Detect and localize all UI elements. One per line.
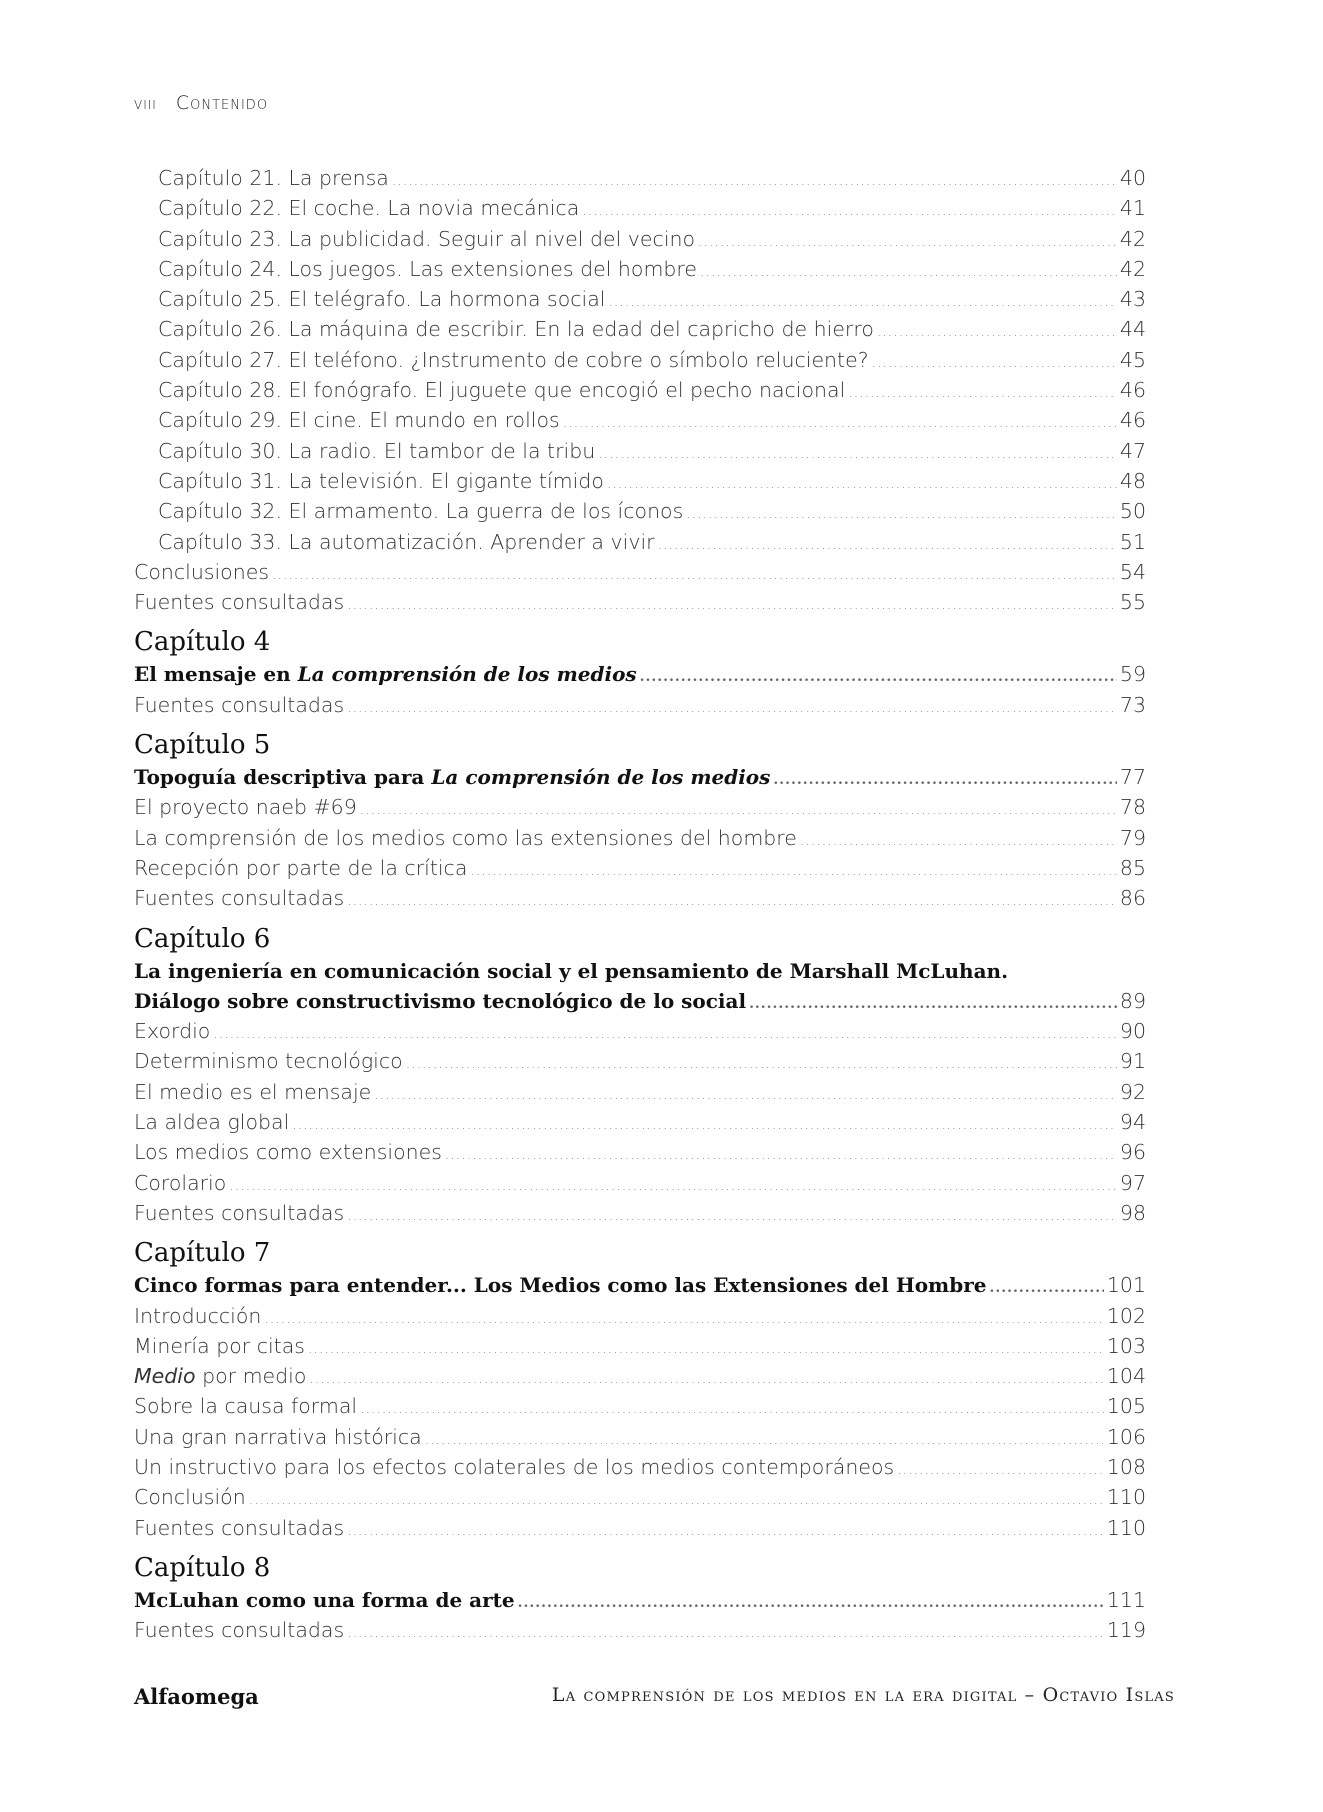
entry-page: 108 [1106,1454,1146,1479]
entry-page: 103 [1106,1333,1146,1358]
dot-leader [292,1110,1117,1140]
dot-leader [518,1588,1104,1618]
toc-entry [134,314,1146,344]
page-number: viii [134,94,157,114]
toc-entry [134,659,1146,689]
entry-page: 94 [1119,1110,1146,1135]
section-title: Contenido [175,92,269,114]
entry-title: Conclusiones [134,559,270,584]
entry-page: 104 [1106,1364,1146,1389]
entry-page: 43 [1119,287,1146,312]
entry-page: 85 [1119,855,1146,880]
entry-page: 97 [1119,1170,1146,1195]
toc-entry [134,1046,1146,1076]
chapter-heading: Capítulo 4 [134,627,271,658]
table-of-contents [134,163,1146,1645]
toc-entry [134,1107,1146,1137]
entry-title: Capítulo 26. La máquina de escribir. En la edad del capricho de hierro [158,317,874,342]
entry-title: McLuhan como una forma de arte [134,1587,515,1612]
entry-page: 45 [1119,347,1146,372]
entry-title: Recepción por parte de la crítica [134,855,468,880]
dot-leader [347,1516,1104,1546]
toc-entry [134,224,1146,254]
entry-page: 59 [1119,662,1146,687]
toc-entry [134,1198,1146,1228]
toc-entry [134,587,1146,617]
toc-entry [134,1301,1146,1331]
entry-title: El proyecto naeb #69 [134,795,357,820]
dot-leader [264,1304,1103,1334]
dot-leader [598,439,1117,469]
toc-entry [134,375,1146,405]
chapter-heading: Capítulo 7 [134,1238,271,1269]
entry-page: 86 [1119,886,1146,911]
toc-entry [134,853,1146,883]
entry-title: Corolario [134,1170,227,1195]
entry-page: 50 [1119,499,1146,524]
toc-entry [134,557,1146,587]
entry-page: 48 [1119,468,1146,493]
entry-page: 46 [1119,378,1146,403]
dot-leader [877,317,1117,347]
entry-title: El medio es el mensaje [134,1079,372,1104]
entry-title: Topoguía descriptiva para La comprensión de los medios [134,765,771,790]
entry-title: Capítulo 27. El teléfono. ¿Instrumento de cobre o símbolo reluciente? [158,347,869,372]
entry-title: Conclusión [134,1485,246,1510]
toc-entry [134,762,1146,792]
dot-leader [800,826,1117,856]
entry-title: La comprensión de los medios como las extensiones del hombre [134,825,797,850]
toc-entry [134,1391,1146,1421]
dot-leader [872,348,1117,378]
toc-entry [134,1331,1146,1361]
toc-entry [134,1137,1146,1167]
entry-page: 110 [1106,1485,1146,1510]
entry-page: 41 [1119,196,1146,221]
entry-title: Exordio [134,1019,211,1044]
dot-leader [773,765,1117,795]
entry-title: Capítulo 33. La automatización. Aprender a vivir [158,529,655,554]
toc-entry [134,496,1146,526]
dot-leader [272,560,1117,590]
entry-page: 42 [1119,226,1146,251]
entry-page: 89 [1119,988,1146,1013]
entry-title: Cinco formas para entender... Los Medios como las Extensiones del Hombre [134,1273,987,1298]
running-title: La comprensión de los medios en la era digital – Octavio Islas [551,1684,1175,1706]
entry-title: Capítulo 32. El armamento. La guerra de los íconos [158,499,684,524]
toc-entry [134,823,1146,853]
entry-page: 92 [1119,1079,1146,1104]
entry-page: 54 [1119,559,1146,584]
dot-leader [347,886,1117,916]
toc-entry [134,1615,1146,1645]
entry-title: Capítulo 22. El coche. La novia mecánica [158,196,580,221]
entry-title: Determinismo tecnológico [134,1049,403,1074]
toc-entry [134,466,1146,496]
toc-entry [134,792,1146,822]
entry-page: 111 [1106,1587,1146,1612]
dot-leader [347,590,1117,620]
entry-title: Fuentes consultadas [134,1618,345,1643]
dot-leader [360,1394,1104,1424]
toc-entry [134,690,1146,720]
entry-title: Un instructivo para los efectos colaterales de los medios contemporáneos [134,1454,895,1479]
entry-title: Medio por medio [134,1364,307,1389]
toc-entry [134,193,1146,223]
chapter-heading: Capítulo 8 [134,1552,271,1583]
entry-title: Capítulo 29. El cine. El mundo en rollos [158,408,560,433]
toc-entry [134,163,1146,193]
toc-entry [134,1452,1146,1482]
entry-title: El mensaje en La comprensión de los medios [134,662,637,687]
dot-leader [686,499,1117,529]
toc-entry [134,405,1146,435]
entry-page: 110 [1106,1515,1146,1540]
entry-page: 98 [1119,1200,1146,1225]
entry-page: 106 [1106,1424,1146,1449]
entry-page: 51 [1119,529,1146,554]
chapter-title-italic: La comprensión de los medios [431,765,771,790]
dot-leader [607,469,1117,499]
toc-entry [134,986,1146,1016]
entry-page: 105 [1106,1394,1146,1419]
dot-leader [470,856,1117,886]
dot-leader [640,662,1117,692]
chapter-heading: Capítulo 5 [134,730,271,761]
entry-page: 42 [1119,256,1146,281]
dot-leader [897,1455,1104,1485]
entry-page: 119 [1106,1618,1146,1643]
entry-page: 40 [1119,166,1146,190]
toc-entry [134,1422,1146,1452]
chapter-heading: Capítulo 6 [134,923,271,954]
entry-title: Capítulo 28. El fonógrafo. El juguete que encogió el pecho nacional [158,378,846,403]
entry-page: 73 [1119,692,1146,717]
entry-title: Sobre la causa formal [134,1394,358,1419]
dot-leader [563,408,1117,438]
toc-entry [134,527,1146,557]
entry-title: Introducción [134,1303,262,1328]
dot-leader [308,1334,1104,1364]
dot-leader [347,1618,1104,1648]
toc-entry [134,345,1146,375]
entry-page: 46 [1119,408,1146,433]
dot-leader [582,196,1117,226]
entry-title-italic: Medio [134,1364,196,1389]
entry-page: 78 [1119,795,1146,820]
entry-page: 90 [1119,1019,1146,1044]
dot-leader [698,227,1117,257]
entry-page: 101 [1106,1273,1146,1298]
dot-leader [392,166,1117,196]
entry-title: Fuentes consultadas [134,692,345,717]
dot-leader [347,693,1117,723]
entry-page: 77 [1119,765,1146,790]
dot-leader [749,989,1117,1019]
dot-leader [249,1485,1104,1515]
toc-entry [134,284,1146,314]
entry-page: 102 [1106,1303,1146,1328]
dot-leader [608,287,1116,317]
toc-entry [134,1016,1146,1046]
entry-title: Fuentes consultadas [134,1200,345,1225]
entry-title: La aldea global [134,1110,290,1135]
dot-leader [445,1140,1117,1170]
entry-title: Capítulo 25. El telégrafo. La hormona social [158,287,606,312]
entry-title: Minería por citas [134,1333,305,1358]
entry-title: Capítulo 21. La prensa [158,166,389,190]
entry-title: Capítulo 31. La televisión. El gigante tímido [158,468,604,493]
toc-entry [134,1077,1146,1107]
dot-leader [309,1364,1103,1394]
publisher-name: Alfaomega [134,1684,259,1709]
entry-title: Fuentes consultadas [134,590,345,615]
entry-page: 79 [1119,825,1146,850]
toc-entry [134,1585,1146,1615]
dot-leader [360,795,1117,825]
dot-leader [406,1049,1117,1079]
dot-leader [213,1019,1117,1049]
entry-page: 55 [1119,590,1146,615]
entry-title: Los medios como extensiones [134,1140,442,1165]
toc-entry [134,883,1146,913]
toc-entry [134,1482,1146,1512]
dot-leader [848,378,1117,408]
chapter-title-line: La ingeniería en comunicación social y el pensamiento de Marshall McLuhan. [134,958,1009,983]
entry-title: Capítulo 24. Los juegos. Las extensiones del hombre [158,256,698,281]
entry-title: Una gran narrativa histórica [134,1424,422,1449]
toc-entry [134,1270,1146,1300]
toc-entry [134,436,1146,466]
entry-title: Diálogo sobre constructivismo tecnológico de lo social [134,988,747,1013]
entry-page: 91 [1119,1049,1146,1074]
dot-leader [700,257,1117,287]
dot-leader [374,1080,1117,1110]
entry-title: Fuentes consultadas [134,886,345,911]
entry-title: Fuentes consultadas [134,1515,345,1540]
dot-leader [989,1273,1103,1303]
toc-entry [134,1513,1146,1543]
entry-page: 47 [1119,438,1146,463]
entry-title: Capítulo 23. La publicidad. Seguir al nivel del vecino [158,226,696,251]
toc-entry [134,1361,1146,1391]
running-head [134,92,268,114]
entry-page: 44 [1119,317,1146,342]
dot-leader [229,1171,1117,1201]
toc-entry [134,1168,1146,1198]
dot-leader [425,1425,1104,1455]
toc-entry [134,254,1146,284]
entry-page: 96 [1119,1140,1146,1165]
dot-leader [658,530,1117,560]
chapter-title-italic: La comprensión de los medios [297,662,637,687]
entry-title: Capítulo 30. La radio. El tambor de la tribu [158,438,596,463]
dot-leader [347,1201,1117,1231]
